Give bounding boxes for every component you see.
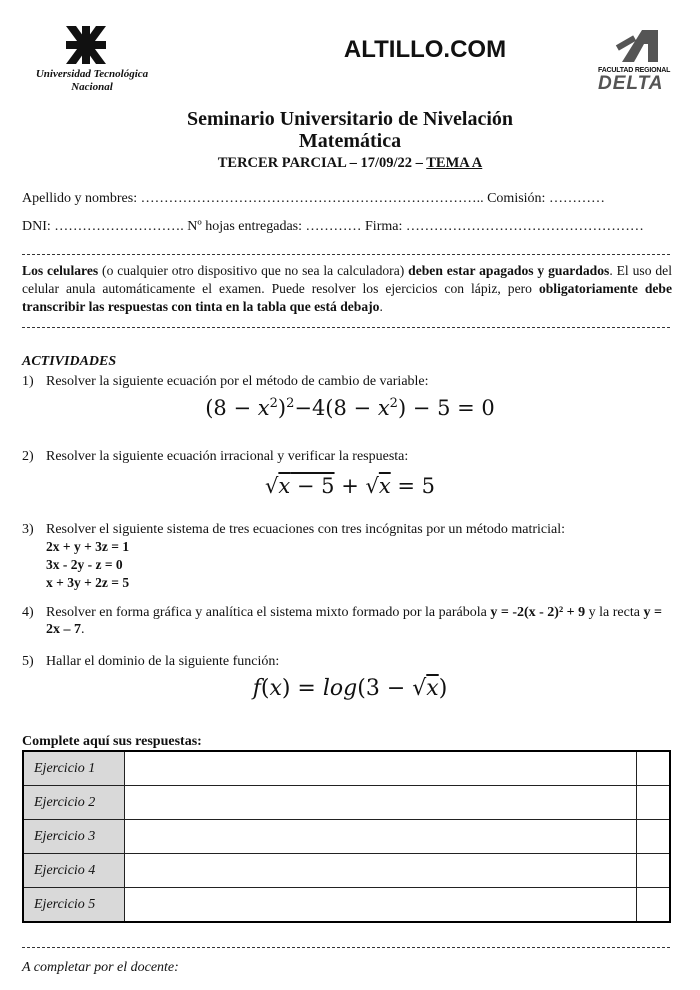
notice-text bbox=[22, 262, 672, 316]
table-row bbox=[23, 786, 670, 820]
site-name: ALTILLO.COM bbox=[343, 36, 507, 63]
notice-b1: Los celulares bbox=[22, 263, 99, 278]
notice-t3: . bbox=[379, 299, 383, 314]
title-tema: TEMA A bbox=[426, 155, 483, 171]
delta-logo bbox=[598, 30, 674, 93]
score-cell[interactable] bbox=[637, 888, 671, 923]
utn-name-line1: Universidad Tecnológica bbox=[35, 68, 149, 80]
equation-1: 2x + y + 3z = 1 bbox=[46, 539, 130, 554]
delta-small-text: FACULTAD REGIONAL bbox=[598, 67, 671, 74]
question-text: y la recta bbox=[585, 605, 644, 620]
title-parcial-prefix: TERCER PARCIAL – 17/09/22 – bbox=[217, 155, 427, 171]
utn-logo bbox=[22, 26, 162, 94]
row-label: Ejercicio 2 bbox=[23, 786, 125, 820]
line-equation: y = 2x – 7 bbox=[46, 605, 662, 637]
row-label: Ejercicio 1 bbox=[23, 751, 125, 786]
formula-1: $(8 - x^2)^2-4(8 - x^2) - 5 = 0$ bbox=[205, 396, 495, 420]
question-text: Hallar el dominio de la siguiente función: bbox=[46, 654, 280, 669]
table-row bbox=[23, 751, 670, 786]
score-cell[interactable] bbox=[637, 751, 671, 786]
question-text: Resolver en forma gráfica y analítica el sistema mixto formado por la parábola bbox=[46, 605, 491, 620]
question-number: 1) bbox=[22, 374, 34, 389]
question-text: Resolver la siguiente ecuación por el método de cambio de variable: bbox=[46, 374, 429, 389]
parabola-equation: y = -2(x - 2)² + 9 bbox=[490, 605, 586, 620]
notice-b2: deben estar apagados y guardados bbox=[408, 263, 610, 278]
divider bbox=[22, 327, 670, 328]
question-number: 4) bbox=[22, 605, 34, 620]
equation-system bbox=[46, 538, 129, 592]
answers-title: Complete aquí sus respuestas: bbox=[22, 734, 202, 749]
field-apellido[interactable]: Apellido y nombres: ……………………………………………………………….. Comisión: ………… bbox=[22, 191, 605, 206]
equation-3: x + 3y + 2z = 5 bbox=[46, 575, 130, 590]
title-materia: Matemática bbox=[298, 130, 402, 152]
question-text: Resolver el siguiente sistema de tres ecuaciones con tres incógnitas por un método matricial: bbox=[46, 522, 566, 537]
question-text: . bbox=[81, 622, 85, 637]
question-1 bbox=[22, 373, 672, 390]
utn-emblem-icon bbox=[62, 26, 110, 64]
answer-cell[interactable] bbox=[125, 820, 637, 854]
row-label: Ejercicio 4 bbox=[23, 854, 125, 888]
divider bbox=[22, 254, 670, 255]
row-label: Ejercicio 5 bbox=[23, 888, 125, 923]
divider bbox=[22, 947, 670, 948]
title-parcial bbox=[0, 155, 700, 172]
table-row bbox=[23, 888, 670, 923]
question-number: 3) bbox=[22, 522, 34, 537]
equation-2: 3x - 2y - z = 0 bbox=[46, 557, 123, 572]
question-text: Resolver la siguiente ecuación irracional y verificar la respuesta: bbox=[46, 449, 409, 464]
question-2 bbox=[22, 448, 672, 465]
docente-label: A completar por el docente: bbox=[22, 960, 179, 975]
field-dni[interactable]: DNI: ………………………. Nº hojas entregadas: ………… Firma: …………………………………………… bbox=[22, 219, 644, 234]
title-seminario: Seminario Universitario de Nivelación bbox=[186, 108, 514, 130]
question-number: 5) bbox=[22, 654, 34, 669]
question-4 bbox=[22, 604, 672, 638]
answer-cell[interactable] bbox=[125, 888, 637, 923]
answers-table bbox=[22, 750, 671, 923]
row-label: Ejercicio 3 bbox=[23, 820, 125, 854]
answer-cell[interactable] bbox=[125, 786, 637, 820]
delta-big-text: DELTA bbox=[598, 73, 664, 94]
formula-2: √x − 5 + √x = 5 bbox=[264, 474, 436, 498]
score-cell[interactable] bbox=[637, 854, 671, 888]
formula-5: f(x) = log(3 − √x) bbox=[252, 676, 448, 701]
question-number: 2) bbox=[22, 449, 34, 464]
utn-name-line2: Nacional bbox=[71, 81, 113, 93]
notice-b3: obligatoriamente debe transcribir las respuestas con tinta en la tabla que está debajo bbox=[22, 281, 673, 314]
score-cell[interactable] bbox=[637, 786, 671, 820]
table-row bbox=[23, 820, 670, 854]
delta-emblem-icon bbox=[608, 30, 668, 62]
answer-cell[interactable] bbox=[125, 854, 637, 888]
answer-cell[interactable] bbox=[125, 751, 637, 786]
score-cell[interactable] bbox=[637, 820, 671, 854]
question-5 bbox=[22, 653, 672, 670]
question-3 bbox=[22, 521, 672, 538]
notice-t2: . El uso del celular anula automáticamente el examen. Puede resolver los ejercicios con lápiz, pero bbox=[22, 263, 672, 296]
activities-title: ACTIVIDADES bbox=[22, 354, 117, 369]
notice-t1: (o cualquier otro dispositivo que no sea la calculadora) bbox=[98, 263, 409, 278]
table-row bbox=[23, 854, 670, 888]
